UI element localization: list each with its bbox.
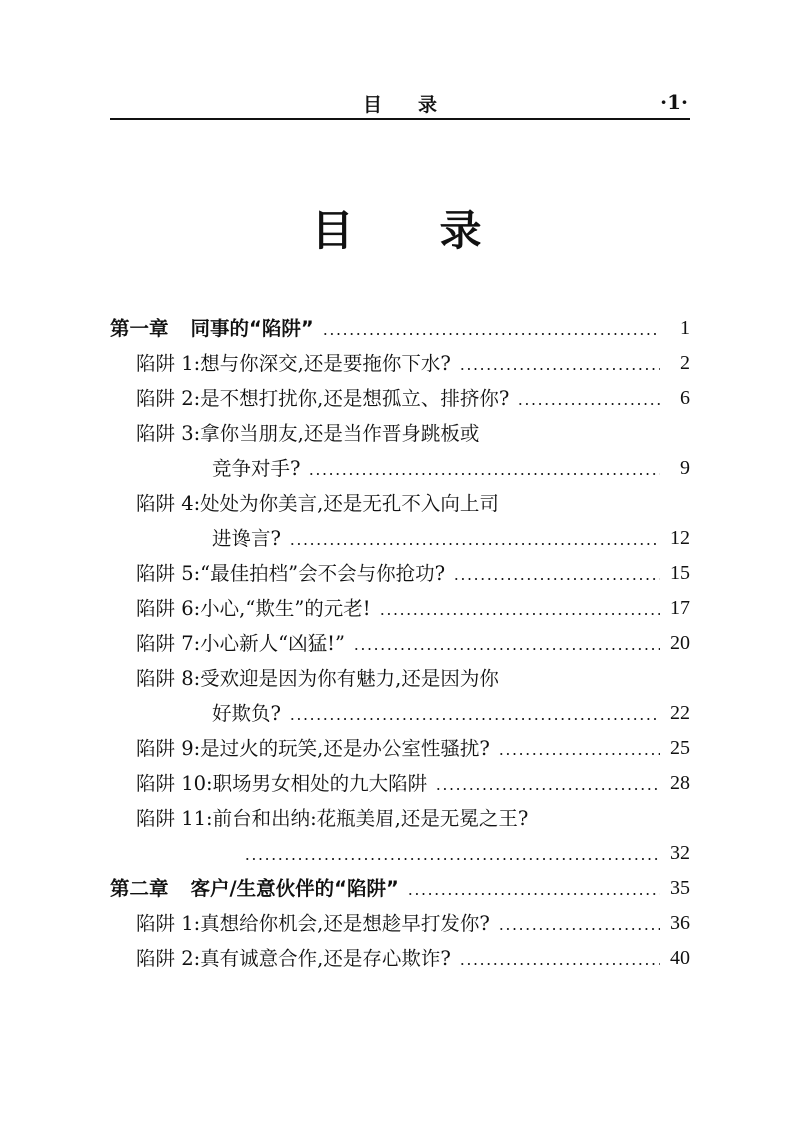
toc-entry-row[interactable] — [110, 731, 690, 766]
dot-leader — [498, 928, 660, 930]
page-ref: 6 — [680, 387, 690, 409]
page-ref: 1 — [680, 317, 690, 339]
toc-entry-continuation[interactable] — [110, 696, 690, 731]
toc-entry-row[interactable] — [110, 801, 690, 836]
page-ref: 20 — [670, 632, 690, 654]
entry-title: 陷阱 4:处处为你美言,还是无孔不入向上司 — [136, 492, 499, 515]
page-number: ·1· — [660, 90, 688, 114]
toc-entry-continuation[interactable] — [110, 451, 690, 486]
toc-entry-row[interactable] — [110, 556, 690, 591]
entry-title: 陷阱 7:小心新人“凶猛!” — [136, 632, 345, 655]
toc-entry-row[interactable] — [110, 381, 690, 416]
dot-leader — [459, 368, 660, 370]
dot-leader — [459, 963, 660, 965]
chapter-number: 第二章 — [110, 877, 169, 900]
toc-entry-row[interactable] — [110, 766, 690, 801]
page-ref: 9 — [680, 457, 690, 479]
entry-title: 陷阱 1:真想给你机会,还是想趁早打发你? — [136, 912, 490, 935]
dot-leader — [498, 753, 660, 755]
page-ref: 12 — [670, 527, 690, 549]
page-ref: 17 — [670, 597, 690, 619]
toc-entry-row[interactable] — [110, 416, 690, 451]
dot-leader — [289, 718, 660, 720]
page-ref: 25 — [670, 737, 690, 759]
chapter-title: 客户/生意伙伴的“陷阱” — [190, 877, 399, 900]
toc-entry-continuation[interactable] — [110, 836, 690, 871]
dot-leader — [453, 578, 660, 580]
dot-leader — [517, 403, 660, 405]
entry-title: 陷阱 2:是不想打扰你,还是想孤立、排挤你? — [136, 387, 510, 410]
table-of-contents — [110, 311, 690, 976]
toc-entry-row[interactable] — [110, 591, 690, 626]
entry-title: 陷阱 3:拿你当朋友,还是当作晋身跳板或 — [136, 422, 480, 445]
page-title: 目录 — [311, 206, 568, 255]
dot-leader — [289, 543, 660, 545]
page-ref: 32 — [670, 842, 690, 864]
entry-title: 陷阱 1:想与你深交,还是要拖你下水? — [136, 352, 451, 375]
entry-title: 好欺负? — [212, 702, 281, 725]
page-ref: 22 — [670, 702, 690, 724]
running-header — [110, 88, 690, 120]
dot-leader — [407, 893, 660, 895]
entry-title: 陷阱 2:真有诚意合作,还是存心欺诈? — [136, 947, 451, 970]
entry-title: 竞争对手? — [212, 457, 301, 480]
dot-leader — [379, 613, 660, 615]
entry-title: 陷阱 11:前台和出纳:花瓶美眉,还是无冕之王? — [136, 807, 529, 830]
entry-title: 陷阱 5:“最佳拍档”会不会与你抢功? — [136, 562, 446, 585]
dot-leader — [322, 333, 660, 335]
toc-entry-row[interactable] — [110, 346, 690, 381]
entry-title: 陷阱 9:是过火的玩笑,还是办公室性骚扰? — [136, 737, 490, 760]
page-ref: 35 — [670, 877, 690, 899]
toc-entry-continuation[interactable] — [110, 521, 690, 556]
chapter-number: 第一章 — [110, 317, 169, 340]
dot-leader — [435, 788, 660, 790]
page-ref: 28 — [670, 772, 690, 794]
dot-leader — [353, 648, 660, 650]
running-title: 目录 — [362, 94, 473, 116]
page-ref: 2 — [680, 352, 690, 374]
dot-leader — [308, 473, 660, 475]
toc-entry-row[interactable] — [110, 661, 690, 696]
page-ref: 15 — [670, 562, 690, 584]
toc-chapter-row[interactable] — [110, 311, 690, 346]
dot-leader — [244, 858, 660, 860]
toc-entry-row[interactable] — [110, 626, 690, 661]
page-ref: 36 — [670, 912, 690, 934]
toc-entry-row[interactable] — [110, 486, 690, 521]
entry-title: 陷阱 8:受欢迎是因为你有魅力,还是因为你 — [136, 667, 499, 690]
toc-entry-row[interactable] — [110, 906, 690, 941]
toc-entry-row[interactable] — [110, 941, 690, 976]
entry-title: 陷阱 10:职场男女相处的九大陷阱 — [136, 772, 428, 795]
entry-title: 进谗言? — [212, 527, 281, 550]
entry-title: 陷阱 6:小心,“欺生”的元老! — [136, 597, 371, 620]
toc-chapter-row[interactable] — [110, 871, 690, 906]
page-ref: 40 — [670, 947, 690, 969]
chapter-title: 同事的“陷阱” — [190, 317, 314, 340]
